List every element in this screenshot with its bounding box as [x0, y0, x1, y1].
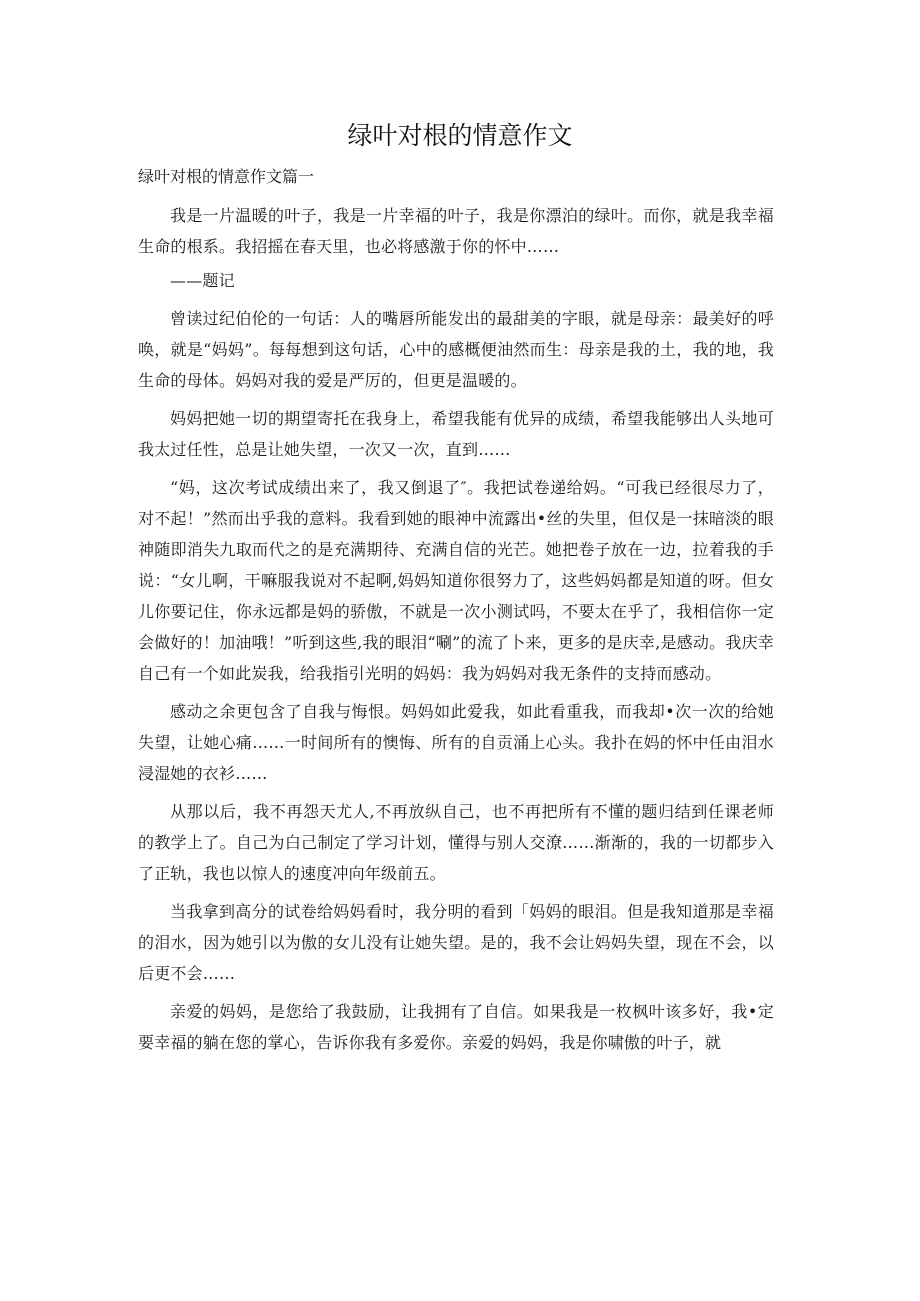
- essay-body: [138, 200, 774, 1065]
- paragraph-intro: 我是一片温暖的叶子，我是一片幸福的叶子，我是你漂泊的绿叶。而你，就是我幸福生命的根系。我招摇在春天里，也必将感激于你的怀中……: [138, 206, 774, 256]
- paragraph: 妈妈把她一切的期望寄托在我身上，希望我能有优异的成绩，希望我能够出人头地可我太过任性，总是让她失望，一次又一次，直到……: [138, 409, 774, 459]
- paragraph: 从那以后，我不再怨天尤人,不再放纵自己，也不再把所有不懂的题归结到任课老师的教学上了。自己为白己制定了学习计划，懂得与别人交潦……渐渐的，我的一切都步入了正轨，我也以惊人的速度冲向年级前五。: [138, 802, 774, 883]
- paragraph: 感动之余更包含了自我与悔恨。妈妈如此爱我，如此看重我，而我却•次一次的给她失望，让她心痛……一时间所有的懊悔、所有的自贡涌上心头。我扑在妈的怀中任由泪水浸湿她的衣衫……: [138, 702, 774, 783]
- paragraph-epigraph: ——题记: [170, 271, 235, 290]
- paragraph: 曾读过纪伯伦的一句话：人的嘴唇所能发出的最甜美的字眼，就是母亲：最美好的呼唤，就是“妈妈”。每每想到这句话，心中的感概便油然而生：母亲是我的土，我的地，我生命的母体。妈妈对我的爱是严厉的，但更是温暖的。: [138, 309, 774, 390]
- document-title: 绿叶对根的情意作文: [347, 121, 573, 150]
- paragraph: “妈，这次考试成绩出来了，我又倒退了″。我把试卷递给妈。“可我已经很尽力了，对不起！”然而出乎我的意料。我看到她的眼神中流露出•丝的失里，但仅是一抹暗淡的眼神随即消失九取而代之的是充满期待、充满自信的光芒。她把卷子放在一边，拉着我的手说：“女儿啊，干嘛服我说对不起啊,妈妈知道你很努力了，这些妈妈都是知道的呀。但女儿你要记住，你永远都是妈的骄傲，不就是一次小测试吗，不要太在乎了，我相信你一定会做好的！加油哦！”听到这些,我的眼泪“唰”的流了卜来，更多的是庆幸,是感动。我庆幸自己有一个如此炭我，给我指引光明的妈妈：我为妈妈对我无条件的支持而感动。: [138, 478, 774, 683]
- paragraph: 亲爱的妈妈，是您给了我鼓励，让我拥有了自信。如果我是一枚枫叶该多好，我•定要幸福的躺在您的掌心，告诉你我有多爱你。亲爱的妈妈，我是你啸傲的叶子，就: [138, 1002, 774, 1052]
- paragraph: 当我拿到高分的试卷给妈妈看时，我分明的看到「妈妈的眼泪。但是我知道那是幸福的泪水，因为她引以为傲的女儿没有让她失望。是的，我不会让妈妈失望，现在不会，以后更不会……: [138, 902, 774, 983]
- essay-subtitle: 绿叶对根的情意作文篇一: [138, 167, 315, 186]
